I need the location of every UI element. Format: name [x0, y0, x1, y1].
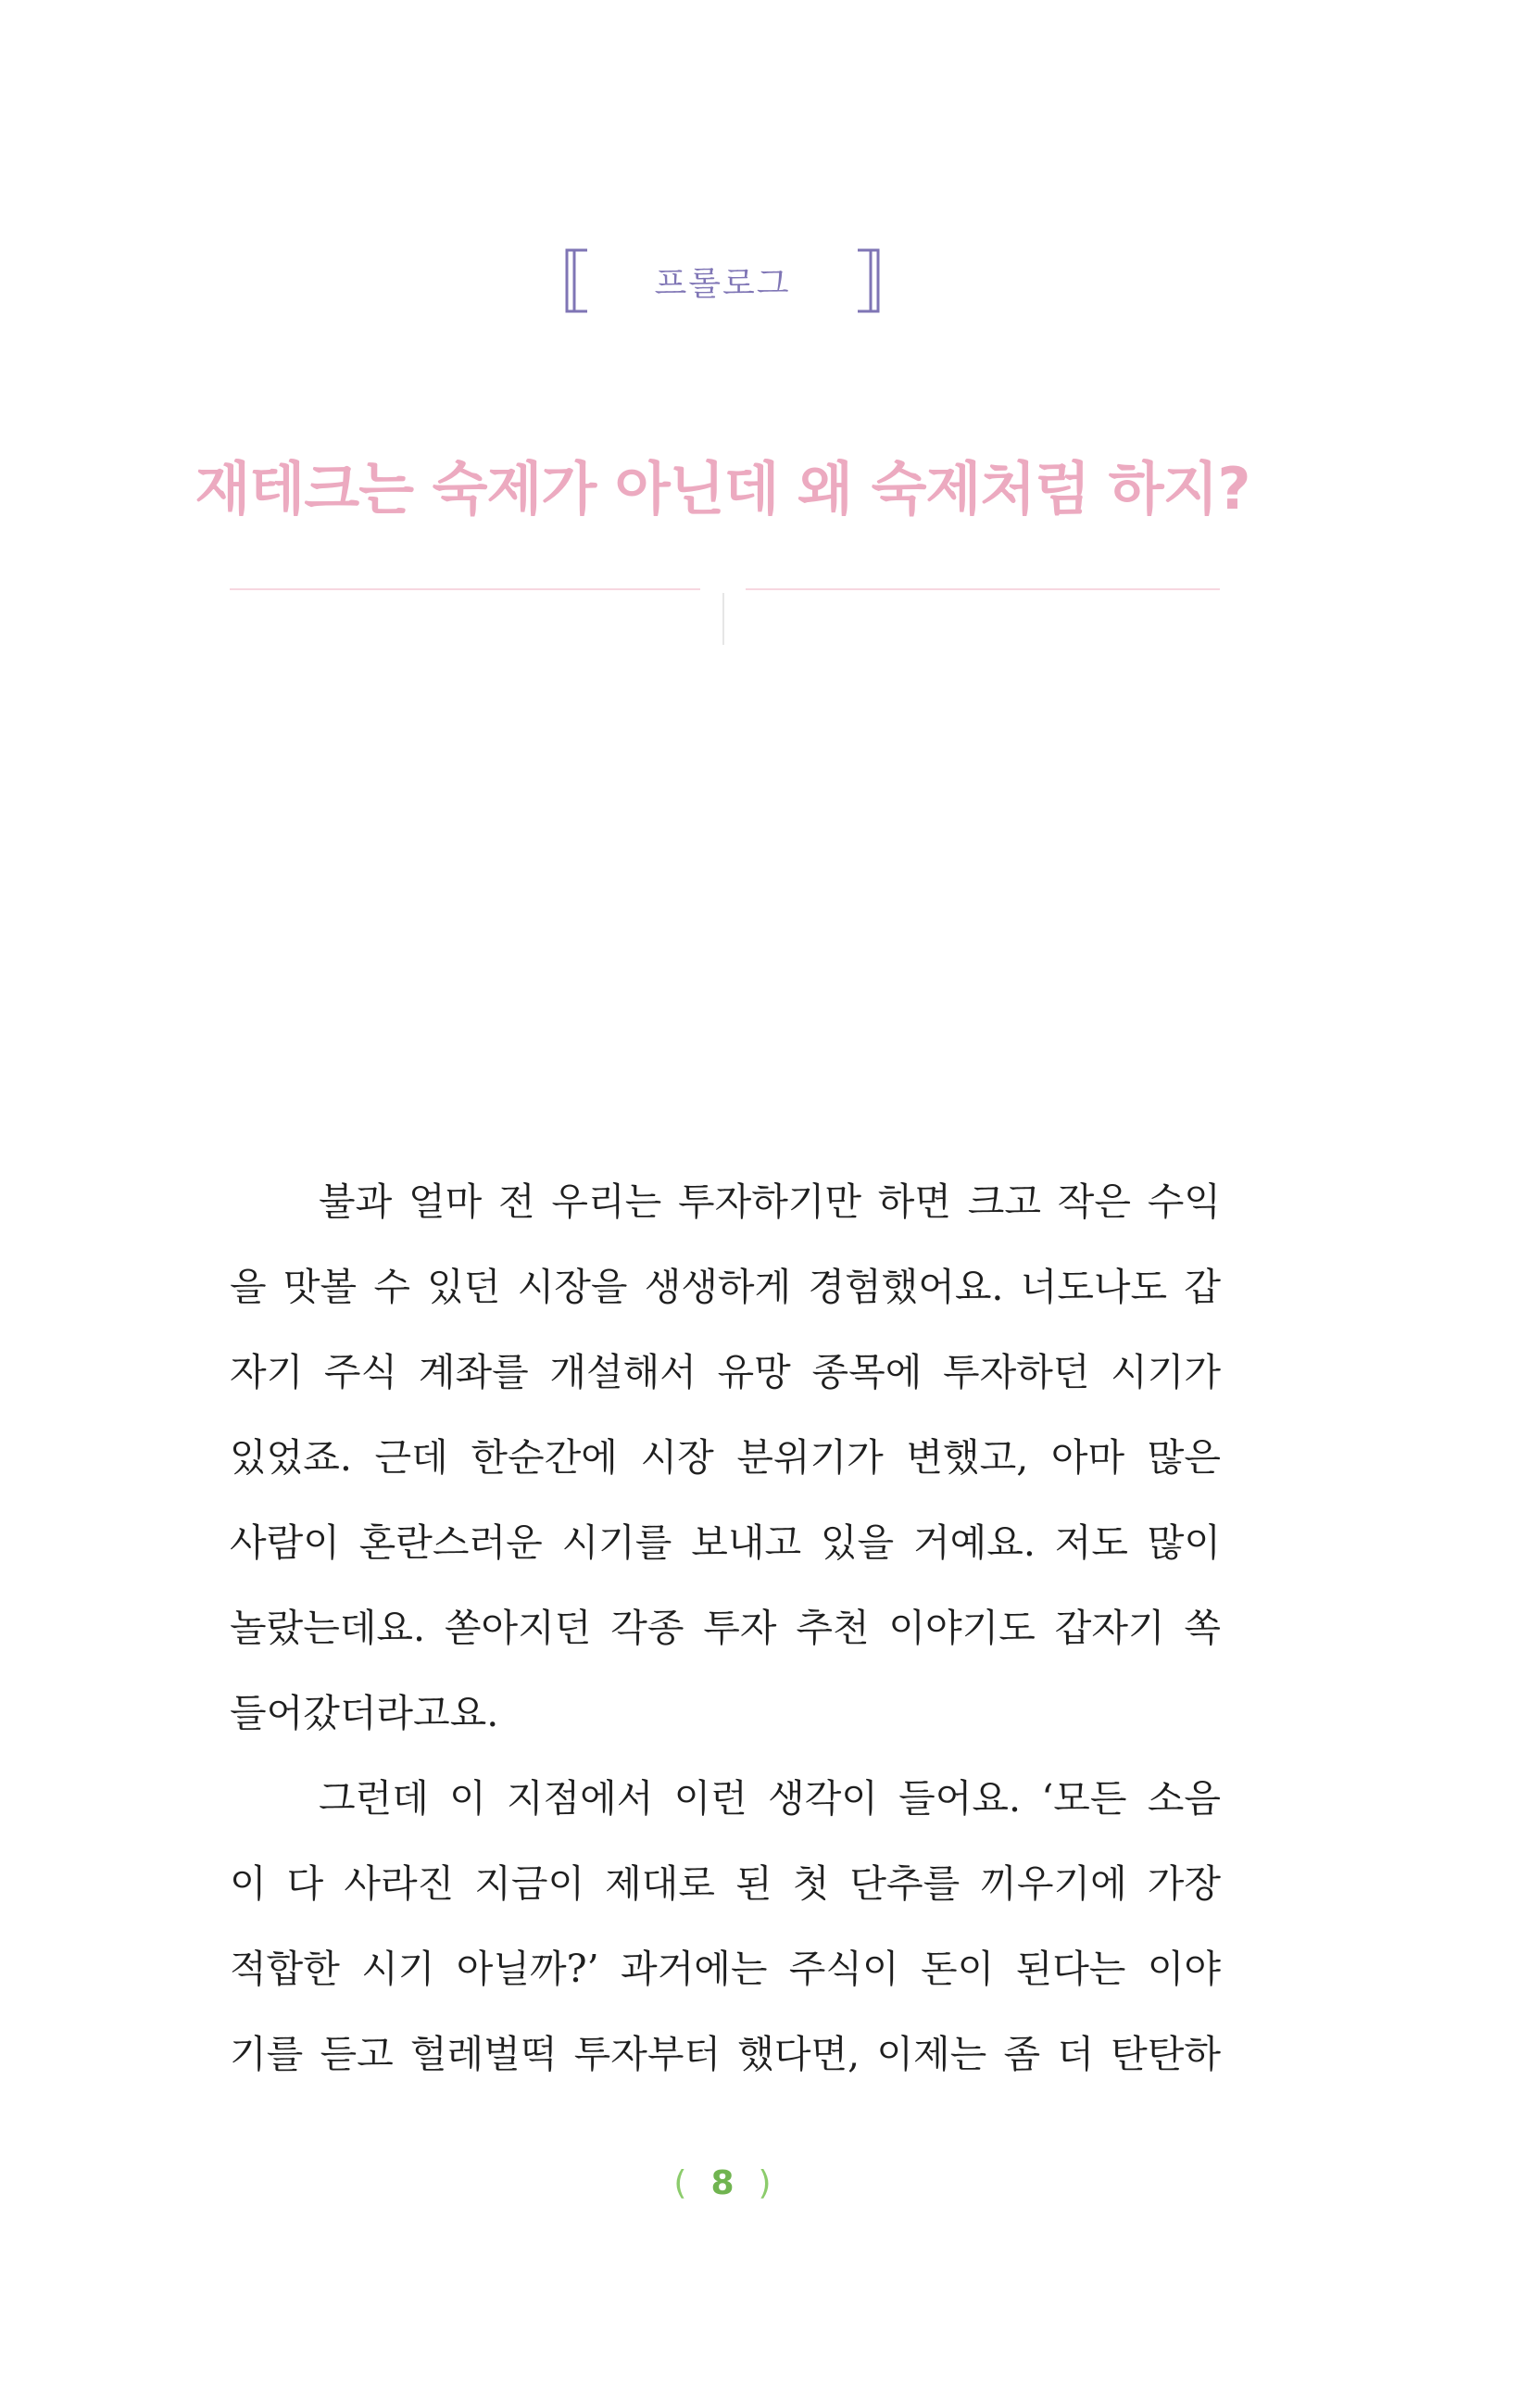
body-line: 적합한 시기 아닐까?’ 과거에는 주식이 돈이 된다는 이야: [230, 1947, 1221, 1991]
body-line: 있었죠. 근데 한순간에 시장 분위기가 변했고, 아마 많은: [230, 1435, 1221, 1480]
title-divider-right: [746, 588, 1220, 590]
page-number-close-paren: ): [758, 2164, 772, 2202]
chapter-label: 프롤로그: [654, 265, 791, 303]
body-line: 자기 주식 계좌를 개설해서 유망 종목에 투자하던 시기가: [230, 1350, 1221, 1394]
chapter-title: 재테크는 숙제가 아닌데 왜 숙제처럼 하지?: [195, 455, 1250, 523]
page-number-value: 8: [710, 2164, 735, 2202]
body-line: 을 맛볼 수 있던 시장을 생생하게 경험했어요. 너도나도 갑: [230, 1265, 1221, 1309]
body-line: 놀랐는데요. 쏟아지던 각종 투자 추천 이야기도 갑자기 쏙: [230, 1606, 1221, 1650]
body-text: [230, 1169, 1221, 2107]
title-divider-left: [230, 588, 700, 590]
body-line: 들어갔더라고요.: [230, 1691, 499, 1735]
chapter-label-block: [565, 248, 880, 317]
body-line: 사람이 혼란스러운 시기를 보내고 있을 거예요. 저도 많이: [230, 1520, 1221, 1565]
body-line: 그런데 이 지점에서 이런 생각이 들어요. ‘모든 소음: [319, 1776, 1221, 1821]
body-line: 이 다 사라진 지금이 제대로 된 첫 단추를 끼우기에 가장: [230, 1861, 1221, 1906]
page-number-open-paren: (: [673, 2164, 687, 2202]
body-line: 기를 듣고 헐레벌떡 투자부터 했다면, 이제는 좀 더 탄탄하: [230, 2032, 1221, 2076]
right-bracket-icon: [856, 248, 880, 313]
body-line: 불과 얼마 전 우리는 투자하기만 하면 크고 작은 수익: [319, 1179, 1221, 1224]
page-number: [648, 2164, 797, 2202]
title-divider-tick: [722, 593, 724, 645]
